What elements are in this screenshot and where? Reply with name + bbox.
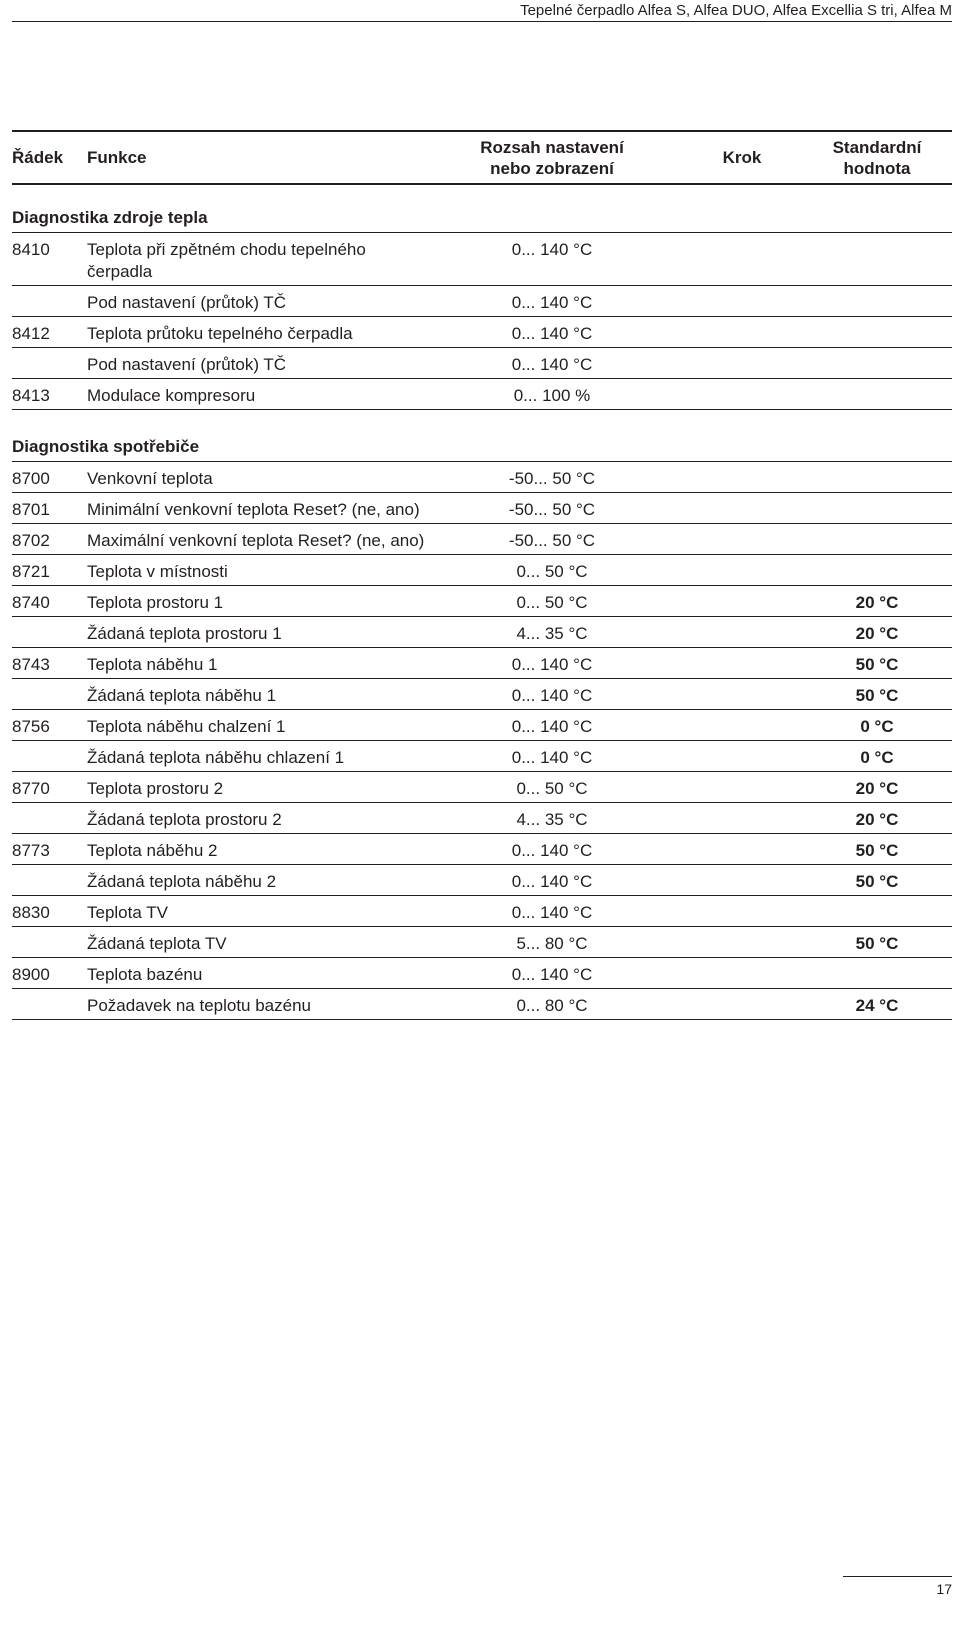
table-row — [12, 679, 952, 710]
setting-range: 4... 35 °C — [516, 624, 588, 643]
table-row — [12, 989, 952, 1020]
default-value: 20 °C — [855, 593, 899, 612]
section-title: Diagnostika spotřebiče — [12, 410, 952, 462]
table-row — [12, 927, 952, 958]
row-number: 8900 — [12, 965, 50, 984]
setting-range: 0... 50 °C — [516, 562, 588, 581]
table-row — [12, 741, 952, 772]
function-name: Teplota při zpětném chodu tepelného čerpadla — [87, 240, 366, 281]
function-name: Teplota průtoku tepelného čerpadla — [87, 324, 353, 343]
table-row — [12, 772, 952, 803]
function-name: Žádaná teplota TV — [87, 934, 227, 953]
setting-range: 0... 140 °C — [511, 841, 593, 860]
setting-range: 5... 80 °C — [516, 934, 588, 953]
setting-range: 0... 140 °C — [511, 355, 593, 374]
table-row — [12, 233, 952, 286]
row-number: 8743 — [12, 655, 50, 674]
default-value: 50 °C — [855, 686, 899, 705]
row-number: 8700 — [12, 469, 50, 488]
default-value: 50 °C — [855, 655, 899, 674]
setting-range: 0... 140 °C — [511, 324, 593, 343]
function-name: Teplota prostoru 2 — [87, 779, 224, 798]
row-number: 8410 — [12, 240, 50, 259]
function-name: Žádaná teplota náběhu 1 — [87, 686, 277, 705]
default-value: 24 °C — [855, 996, 899, 1015]
table-row — [12, 493, 952, 524]
table-row — [12, 379, 952, 410]
row-number: 8701 — [12, 500, 50, 519]
table-body — [12, 185, 952, 1020]
function-name: Pod nastavení (průtok) TČ — [87, 293, 287, 312]
page-number: 17 — [843, 1576, 952, 1617]
setting-range: 0... 140 °C — [511, 686, 593, 705]
default-value: 50 °C — [855, 841, 899, 860]
setting-range: 0... 140 °C — [511, 965, 593, 984]
default-value: 20 °C — [855, 779, 899, 798]
function-name: Teplota bazénu — [87, 965, 203, 984]
default-value: 50 °C — [855, 872, 899, 891]
setting-range: 4... 35 °C — [516, 810, 588, 829]
table-row — [12, 617, 952, 648]
function-name: Maximální venkovní teplota Reset? (ne, ano) — [87, 531, 425, 550]
setting-range: 0... 140 °C — [511, 240, 593, 259]
default-value: 0 °C — [860, 748, 894, 767]
table-row — [12, 834, 952, 865]
column-header-radek: Řádek — [12, 148, 64, 167]
column-header-krok: Krok — [722, 148, 762, 167]
default-value: 50 °C — [855, 934, 899, 953]
table-row — [12, 710, 952, 741]
function-name: Teplota náběhu 2 — [87, 841, 218, 860]
setting-range: 0... 140 °C — [511, 748, 593, 767]
parameter-table — [12, 130, 952, 1020]
function-name: Teplota náběhu chalzení 1 — [87, 717, 286, 736]
setting-range: 0... 140 °C — [511, 655, 593, 674]
table-row — [12, 958, 952, 989]
function-name: Teplota v místnosti — [87, 562, 228, 581]
row-number: 8830 — [12, 903, 50, 922]
function-name: Teplota TV — [87, 903, 168, 922]
function-name: Pod nastavení (průtok) TČ — [87, 355, 287, 374]
table-row — [12, 317, 952, 348]
function-name: Minimální venkovní teplota Reset? (ne, ano) — [87, 500, 420, 519]
setting-range: 0... 100 % — [513, 386, 591, 405]
section-title: Diagnostika zdroje tepla — [12, 185, 952, 233]
row-number: 8773 — [12, 841, 50, 860]
column-header-funkce: Funkce — [87, 148, 147, 167]
setting-range: -50... 50 °C — [508, 531, 596, 550]
setting-range: 0... 80 °C — [516, 996, 588, 1015]
row-number: 8721 — [12, 562, 50, 581]
table-header — [12, 130, 952, 185]
setting-range: 0... 140 °C — [511, 872, 593, 891]
column-header-standardni-hodnota: Standardní hodnota — [832, 137, 922, 178]
function-name: Teplota náběhu 1 — [87, 655, 218, 674]
function-name: Modulace kompresoru — [87, 386, 256, 405]
page-header — [12, 0, 952, 22]
setting-range: 0... 50 °C — [516, 779, 588, 798]
row-number: 8756 — [12, 717, 50, 736]
setting-range: -50... 50 °C — [508, 469, 596, 488]
default-value: 0 °C — [860, 717, 894, 736]
table-row — [12, 348, 952, 379]
row-number: 8702 — [12, 531, 50, 550]
default-value: 20 °C — [855, 810, 899, 829]
default-value: 20 °C — [855, 624, 899, 643]
setting-range: -50... 50 °C — [508, 500, 596, 519]
table-row — [12, 524, 952, 555]
table-row — [12, 286, 952, 317]
function-name: Žádaná teplota prostoru 2 — [87, 810, 282, 829]
setting-range: 0... 50 °C — [516, 593, 588, 612]
row-number: 8740 — [12, 593, 50, 612]
function-name: Teplota prostoru 1 — [87, 593, 224, 612]
table-row — [12, 896, 952, 927]
row-number: 8413 — [12, 386, 50, 405]
table-row — [12, 803, 952, 834]
table-row — [12, 462, 952, 493]
setting-range: 0... 140 °C — [511, 903, 593, 922]
function-name: Venkovní teplota — [87, 469, 213, 488]
table-row — [12, 865, 952, 896]
row-number: 8412 — [12, 324, 50, 343]
table-row — [12, 555, 952, 586]
row-number: 8770 — [12, 779, 50, 798]
setting-range: 0... 140 °C — [511, 293, 593, 312]
column-header-rozsah: Rozsah nastavení nebo zobrazení — [480, 137, 624, 178]
function-name: Požadavek na teplotu bazénu — [87, 996, 312, 1015]
table-row — [12, 648, 952, 679]
document-title: Tepelné čerpadlo Alfea S, Alfea DUO, Alfea Excellia S tri, Alfea M — [520, 2, 952, 19]
function-name: Žádaná teplota náběhu chlazení 1 — [87, 748, 345, 767]
function-name: Žádaná teplota náběhu 2 — [87, 872, 277, 891]
function-name: Žádaná teplota prostoru 1 — [87, 624, 282, 643]
setting-range: 0... 140 °C — [511, 717, 593, 736]
table-row — [12, 586, 952, 617]
